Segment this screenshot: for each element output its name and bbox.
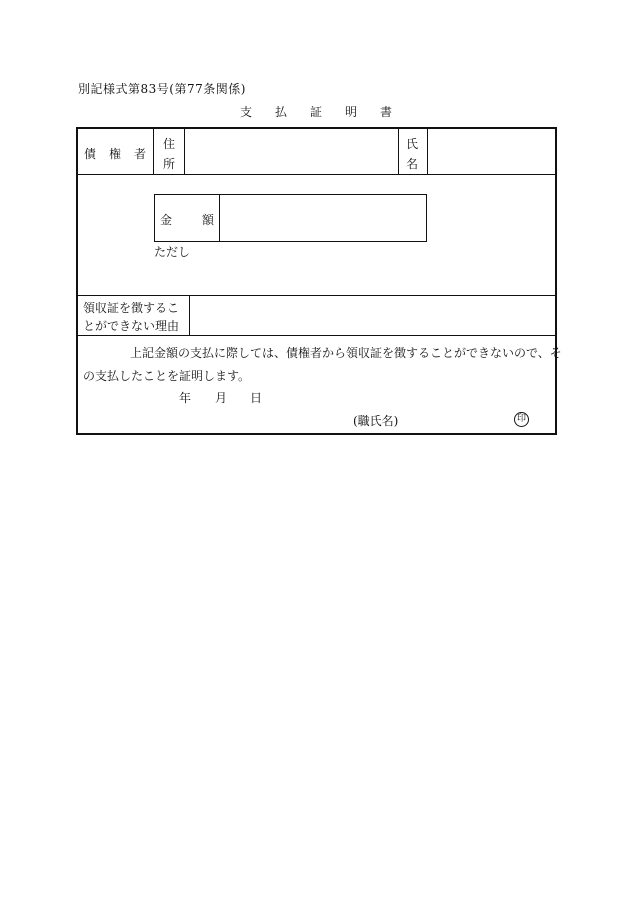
name-label-bottom: 名 (406, 157, 419, 171)
title-char: 支 (240, 105, 253, 119)
creditor-label-char: 債 (84, 147, 97, 161)
certification-text-line1: 上記金額の支払に際しては、債権者から領収証を徴することができないので、そ (130, 346, 562, 360)
title-char: 書 (380, 105, 393, 119)
amount-label (160, 211, 214, 228)
amount-label-char: 金 (160, 213, 173, 227)
official-name-label: (職氏名) (353, 414, 399, 428)
date-year-label: 年 (179, 391, 192, 405)
creditor-label-char: 権 (109, 147, 122, 161)
official-name-field[interactable] (408, 409, 508, 427)
reason-label-line1: 領収証を徴するこ (83, 301, 180, 315)
creditor-label-char: 者 (134, 147, 147, 161)
address-label-top: 住 (163, 137, 176, 151)
divider (398, 129, 399, 174)
form-frame (76, 127, 562, 435)
seal-icon: 印 (514, 412, 529, 427)
certification-text-line2: の支払したことを証明します。 (83, 369, 251, 383)
title-char: 払 (275, 105, 288, 119)
address-label-bottom: 所 (163, 157, 176, 171)
amount-note-label: ただし (154, 245, 191, 259)
reason-field[interactable] (190, 295, 555, 335)
date-day-label: 日 (250, 391, 263, 405)
date-month-label: 月 (215, 391, 228, 405)
title-char: 証 (310, 105, 323, 119)
creditor-label (84, 145, 146, 162)
amount-note-field[interactable] (193, 241, 493, 291)
amount-label-char: 額 (202, 213, 215, 227)
document-title (240, 103, 415, 120)
divider (78, 174, 555, 175)
form-reference: 別記様式第83号(第77条関係) (78, 82, 246, 96)
reason-label-line2: とができない理由 (83, 319, 180, 333)
title-char: 明 (345, 105, 358, 119)
address-field[interactable] (185, 129, 397, 174)
name-field[interactable] (428, 129, 555, 174)
name-label-top: 氏 (406, 137, 419, 151)
amount-box (154, 194, 427, 242)
divider (78, 335, 555, 336)
amount-field[interactable] (220, 195, 426, 241)
divider (153, 129, 154, 174)
